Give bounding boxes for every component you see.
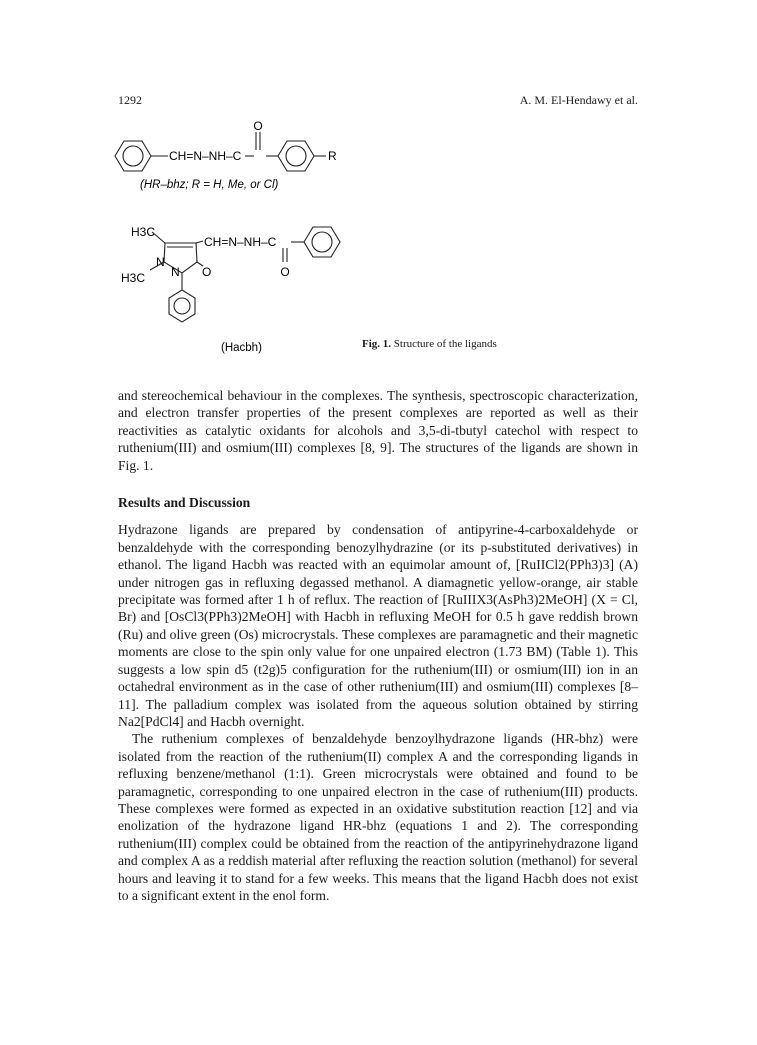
ligand-structures-figure bbox=[100, 118, 400, 358]
figure-caption-text: Structure of the ligands bbox=[393, 338, 497, 350]
benzene-ring-substituted bbox=[278, 141, 314, 171]
benzoyl-ring bbox=[304, 227, 340, 257]
methyl-label-bottom: H3C bbox=[121, 271, 146, 285]
paragraph-intro-continued: and stereochemical behaviour in the complexes. The synthesis, spectroscopic characterization, and electron transfer properties of the present complexes are reported as well as their reactivities as catalytic oxidants for alcohols and 3,5-di-tbutyl catechol with respect to ruthenium(III) and osmium(III) complexes [8, 9]. The structures of the ligands are shown in Fig. 1. bbox=[118, 388, 638, 473]
pyrazole-n2: N bbox=[171, 265, 180, 279]
running-head-authors: A. M. El-Hendawy et al. bbox=[519, 93, 638, 107]
phenyl-ring-n-substituent bbox=[169, 290, 195, 322]
paragraph-ruthenium-complexes: The ruthenium complexes of benzaldehyde benzoylhydrazone ligands (HR-bhz) were isolated from the reaction of the ruthenium(II) complex A and the corresponding ligands in refluxing benzene/methanol (1:1). Green microcrystals were obtained and found to be paramagnetic, corresponding to one unpaired electron in the case of ruthenium(III) products. These complexes were formed as expected in an oxidative substitution reaction [12] and via enolization of the hydrazone ligand HR-bhz (equations 1 and 2). The corresponding ruthenium(III) complex could be obtained from the reaction of the antipyrinehydrazone ligand and complex A as a reddish material after refluxing the reaction solution (methanol) for several hours and leaving it to stand for a few weeks. This means that the ligand Hacbh does not exist to a significant extent in the enol form. bbox=[118, 731, 638, 903]
ligand2-label: (Hacbh) bbox=[221, 342, 262, 354]
pyrazole-n1: N bbox=[156, 255, 165, 269]
pyrazolone-ring bbox=[164, 243, 197, 273]
page-number: 1292 bbox=[118, 93, 142, 107]
figure-caption-label: Fig. 1. bbox=[362, 338, 392, 350]
carbonyl-oxygen-1: O bbox=[253, 119, 263, 133]
section-heading: Results and Discussion bbox=[118, 495, 251, 511]
carbonyl-oxygen-2: O bbox=[280, 265, 290, 279]
substituent-r: R bbox=[328, 149, 337, 163]
benzene-ring-left bbox=[115, 141, 151, 171]
ligand1-label: (HR–bhz; R = H, Me, or Cl) bbox=[140, 179, 279, 191]
figure-caption bbox=[362, 338, 497, 350]
paragraph-synthesis: Hydrazone ligands are prepared by condensation of antipyrine-4-carboxaldehyde or benzaldehyde with the corresponding benozylhydrazine (or its p-substituted derivatives) in ethanol. The ligand Hacbh was reacted with an equimolar amount of, [RuIICl2(PPh3)3] (A) under nitrogen gas in refluxing degassed methanol. A diamagnetic yellow-orange, air stable precipitate was formed after 1 h of reflux. The reaction of [RuIIIX3(AsPh3)2MeOH] (X = Cl, Br) and [OsCl3(PPh3)2MeOH] with Hacbh in refluxing MeOH for 0.5 h gave reddish brown (Ru) and olive green (Os) microcrystals. These complexes are paramagnetic and their magnetic moments are close to the spin only value for one unpaired electron (1.73 BM) (Table 1). This suggests a low spin d5 (t2g)5 configuration for the ruthenium(III) or osmium(III) ion in an octahedral environment as in the case of other ruthenium(III) and osmium(III) complexes [8–11]. The palladium complex was isolated from the aqueous solution obtained by stirring Na2[PdCl4] and Hacbh overnight. bbox=[118, 522, 638, 729]
ligand1-chain: CH=N–NH–C bbox=[169, 149, 242, 163]
ligand2-chain: CH=N–NH–C bbox=[204, 235, 277, 249]
running-head bbox=[118, 93, 638, 109]
methyl-label-top: H3C bbox=[131, 225, 156, 239]
ring-oxygen: O bbox=[202, 265, 212, 279]
article-body bbox=[118, 387, 638, 904]
